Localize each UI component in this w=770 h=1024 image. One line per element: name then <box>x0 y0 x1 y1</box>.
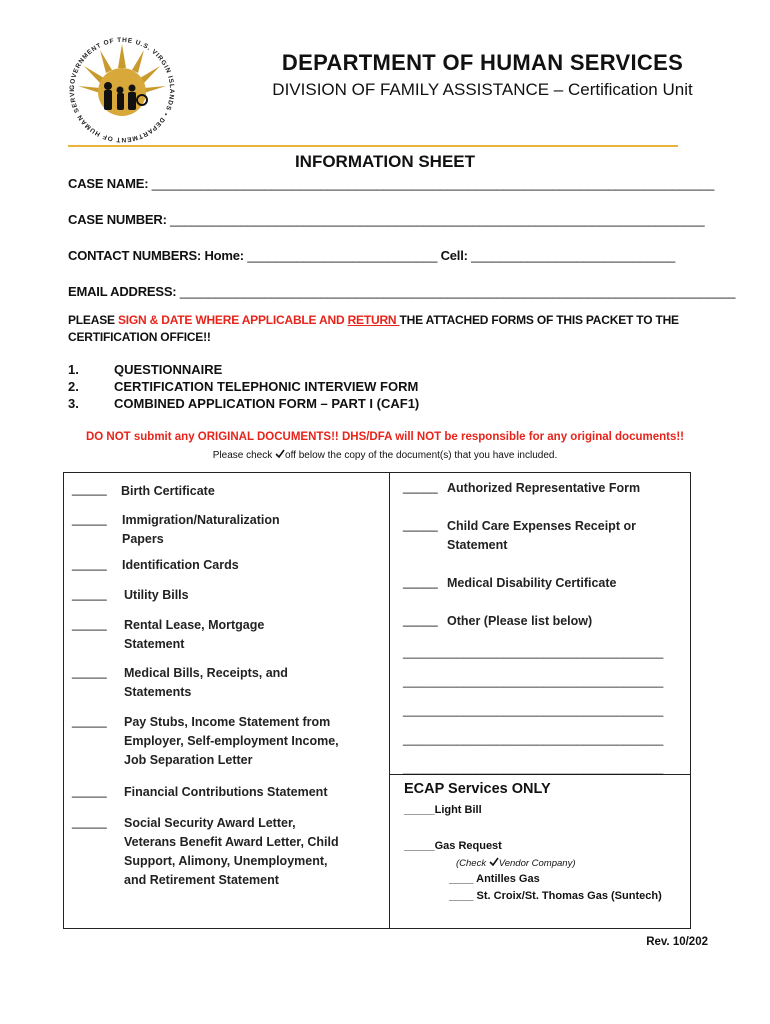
checklist-item-social-security: Social Security Award Letter, Veterans Benefit Award Letter, Child Support, Alimony, Unemployment, and Retirement Statement <box>124 816 339 887</box>
checkbox-blank[interactable]: _____ <box>72 784 107 798</box>
check-instructions <box>0 449 770 461</box>
list-item <box>68 361 419 378</box>
case-name-field[interactable]: CASE NAME: ________________________________________________________________________________ <box>68 176 715 191</box>
checkbox-blank[interactable]: _____ <box>403 480 438 494</box>
checklist-item-identification: Identification Cards <box>122 558 239 572</box>
checkbox-blank[interactable]: _____ <box>404 840 435 852</box>
header-divider <box>68 145 678 147</box>
list-label: COMBINED APPLICATION FORM – PART I (CAF1) <box>114 396 420 411</box>
suntech-gas-label: St. Croix/St. Thomas Gas (Suntech) <box>476 890 662 902</box>
ecap-antilles-item <box>449 873 540 885</box>
list-number: 3. <box>68 396 79 411</box>
checklist-item-pay-stubs: Pay Stubs, Income Statement from Employer, Self-employment Income, Job Separation Letter <box>124 715 339 767</box>
checkbox-blank[interactable]: _____ <box>403 518 438 532</box>
checkbox-blank[interactable]: _____ <box>72 512 107 526</box>
email-field[interactable]: EMAIL ADDRESS: _______________________________________________________________________________ <box>68 284 736 299</box>
checkbox-blank[interactable]: _____ <box>72 665 107 679</box>
light-bill-label: Light Bill <box>434 804 482 816</box>
checkmark-icon <box>275 450 285 461</box>
ecap-title: ECAP Services ONLY <box>404 781 551 797</box>
checkbox-blank[interactable]: _____ <box>403 575 438 589</box>
checklist-item-other: Other (Please list below) <box>447 614 593 628</box>
check-note-start: Please check <box>212 450 276 461</box>
instructions-red-2: RETURN <box>347 313 400 327</box>
return-instructions <box>68 312 688 346</box>
checklist-item-medical-bills: Medical Bills, Receipts, and Statements <box>124 666 288 699</box>
contact-home-label: CONTACT NUMBERS: Home: <box>68 248 244 263</box>
other-list-lines[interactable]: _______________________________________ _______________________________________ _______________________________________ _______________________________________ _______________________________________ <box>403 645 664 775</box>
check-vendor-start: (Check <box>456 858 489 869</box>
check-vendor-end: Vendor Company) <box>498 858 576 869</box>
instructions-red-1: SIGN & DATE WHERE APPLICABLE AND <box>117 313 348 327</box>
case-number-label: CASE NUMBER: <box>68 212 167 227</box>
checklist-item-birth-certificate: Birth Certificate <box>121 484 215 498</box>
antilles-gas-label: Antilles Gas <box>476 873 540 885</box>
checkbox-blank[interactable]: ____ <box>449 890 477 902</box>
checkbox-blank[interactable]: ____ <box>449 873 477 885</box>
case-number-field[interactable]: CASE NUMBER: ____________________________________________________________________________ <box>68 212 705 227</box>
checkbox-blank[interactable]: _____ <box>403 613 438 627</box>
checklist-item-authorized-rep: Authorized Representative Form <box>447 481 641 495</box>
checkbox-blank[interactable]: _____ <box>72 587 107 601</box>
instructions-text-2: THE ATTACHED FORMS OF THIS PACKET TO THE CERTIFICATION OFFICE!! <box>68 313 679 344</box>
instructions-text-1: PLEASE <box>68 313 118 327</box>
checkbox-blank[interactable]: _____ <box>72 482 107 496</box>
check-vendor-note <box>456 857 575 869</box>
checklist-item-rental-lease: Rental Lease, Mortgage Statement <box>124 618 265 651</box>
checkbox-blank[interactable]: _____ <box>72 557 107 571</box>
case-name-label: CASE NAME: <box>68 176 149 191</box>
list-label: QUESTIONNAIRE <box>114 362 223 377</box>
checklist-item-financial-contributions: Financial Contributions Statement <box>124 785 328 799</box>
checkbox-blank[interactable]: _____ <box>404 804 435 816</box>
checkmark-icon <box>489 858 499 869</box>
department-title: DEPARTMENT OF HUMAN SERVICES <box>281 50 684 75</box>
division-subtitle: DIVISION OF FAMILY ASSISTANCE – Certification Unit <box>272 80 693 99</box>
checkbox-blank[interactable]: _____ <box>72 714 107 728</box>
list-number: 2. <box>68 379 79 394</box>
checkbox-blank[interactable]: _____ <box>72 617 107 631</box>
checklist-item-child-care: Child Care Expenses Receipt or Statement <box>447 519 636 552</box>
checklist-item-immigration: Immigration/Naturalization Papers <box>122 513 280 546</box>
ecap-suntech-item <box>449 890 662 902</box>
forms-list <box>68 361 419 412</box>
list-item <box>68 395 419 412</box>
ecap-light-bill-item <box>404 804 482 816</box>
checklist-item-medical-disability: Medical Disability Certificate <box>447 576 617 590</box>
original-documents-warning: DO NOT submit any ORIGINAL DOCUMENTS!! DHS/DFA will NOT be responsible for any original documents!! <box>85 431 685 443</box>
revision-label: Rev. 10/202 <box>646 936 708 948</box>
list-label: CERTIFICATION TELEPHONIC INTERVIEW FORM <box>114 379 419 394</box>
check-note-end: off below the copy of the document(s) that you have included. <box>285 450 558 461</box>
checklist-item-utility-bills: Utility Bills <box>124 588 189 602</box>
list-item <box>68 378 419 395</box>
page-title: INFORMATION SHEET <box>294 152 476 171</box>
seal-text: GOVERNMENT OF THE U.S. VIRGIN ISLANDS • DEPARTMENT OF HUMAN SERVI <box>68 36 176 144</box>
email-label: EMAIL ADDRESS: <box>68 284 177 299</box>
list-number: 1. <box>68 362 79 377</box>
ecap-gas-request-item <box>404 840 502 852</box>
checkbox-blank[interactable]: _____ <box>72 815 107 829</box>
gas-request-label: Gas Request <box>434 840 502 852</box>
contact-cell-label: Cell: <box>440 248 468 263</box>
contact-numbers-field[interactable]: CONTACT NUMBERS: Home: ___________________________ Cell: _____________________________ <box>68 248 676 263</box>
